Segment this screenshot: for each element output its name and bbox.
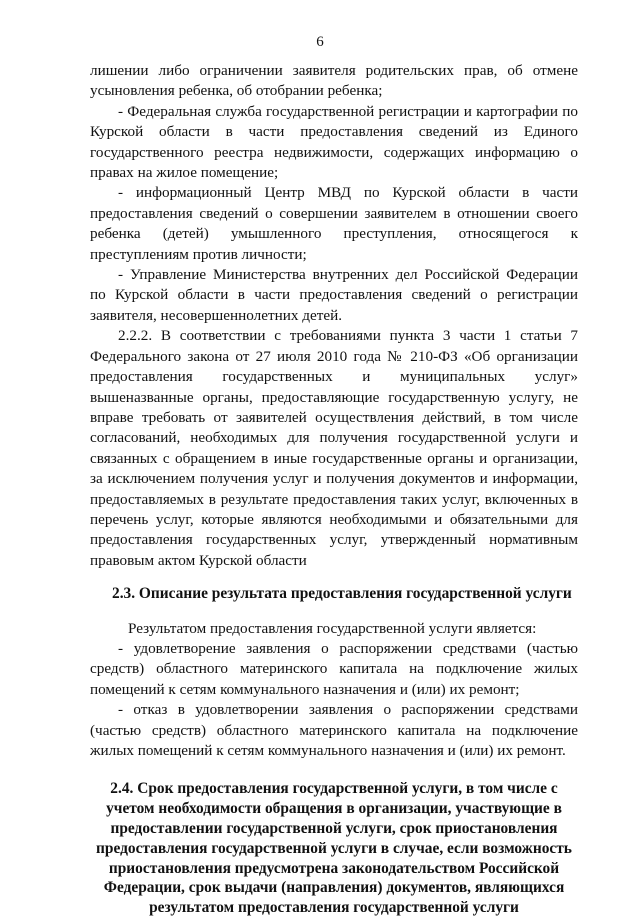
document-body (90, 61, 578, 918)
paragraph-continuation: лишении либо ограничении заявителя родительских прав, об отмене усыновления ребенка, об отобрании ребенка; (90, 62, 578, 100)
section-heading-2-4: 2.4. Срок предоставления государственной услуги, в том числе с учетом необходимости обращения в организации, участвующие в предоставлении государственной услуги, срок приостановления предоставления государственной услуги в случае, если возможность приостановления предусмотрена законодательством Российской Федерации, срок выдачи (направления) документов, являющихся результатом предоставления государственной услуги (96, 780, 572, 917)
section-2-3-intro: Результатом предоставления государственной услуги является: (128, 619, 537, 637)
paragraph-2-2-2: 2.2.2. В соответствии с требованиями пункта 3 части 1 статьи 7 Федерального закона от 27 июля 2010 года № 210-ФЗ «Об организации предоставления государственных и муниципальных услуг» вышеназванные органы, предоставляющие государственную услугу, не вправе требовать от заявителей осуществления действий, в том числе согласований, необходимых для получения государственной услуги и связанных с обращением в иные государственные органы и организации, за исключением получения услуг и получения документов и информации, предоставляемых в результате предоставления таких услуг, включенных в перечень услуг, которые являются необходимыми и обязательными для предоставления государственных услуг, утвержденный нормативным правовым актом Курской области (90, 327, 578, 569)
list-item-mvd-info-center: - информационный Центр МВД по Курской области в части предоставления сведений о совершении заявителем в отношении своего ребенка (детей) умышленного преступления, относящегося к преступлениям против личности; (90, 184, 578, 263)
list-item-mvd-department: - Управление Министерства внутренних дел Российской Федерации по Курской области в части предоставления сведений о регистрации заявителя, несовершеннолетних детей. (90, 266, 578, 324)
section-2-3-item-approval: - удовлетворение заявления о распоряжении средствами (частью средств) областного материнского капитала на подключение жилых помещений к сетям коммунального назначения и (или) их ремонт; (90, 639, 578, 698)
section-heading-2-3: 2.3. Описание результата предоставления государственной услуги (112, 585, 572, 603)
section-2-3-item-refusal: - отказ в удовлетворении заявления о распоряжении средствами (частью средств) областного материнского капитала на подключение жилых помещений к сетям коммунального назначения и (или) их ремонт. (90, 701, 578, 759)
list-item-rosreestr: - Федеральная служба государственной регистрации и картографии по Курской области в части предоставления сведений из Единого государственного реестра недвижимости, содержащих информацию о правах на жилое помещение; (90, 102, 578, 182)
page-number: 6 (316, 34, 324, 50)
